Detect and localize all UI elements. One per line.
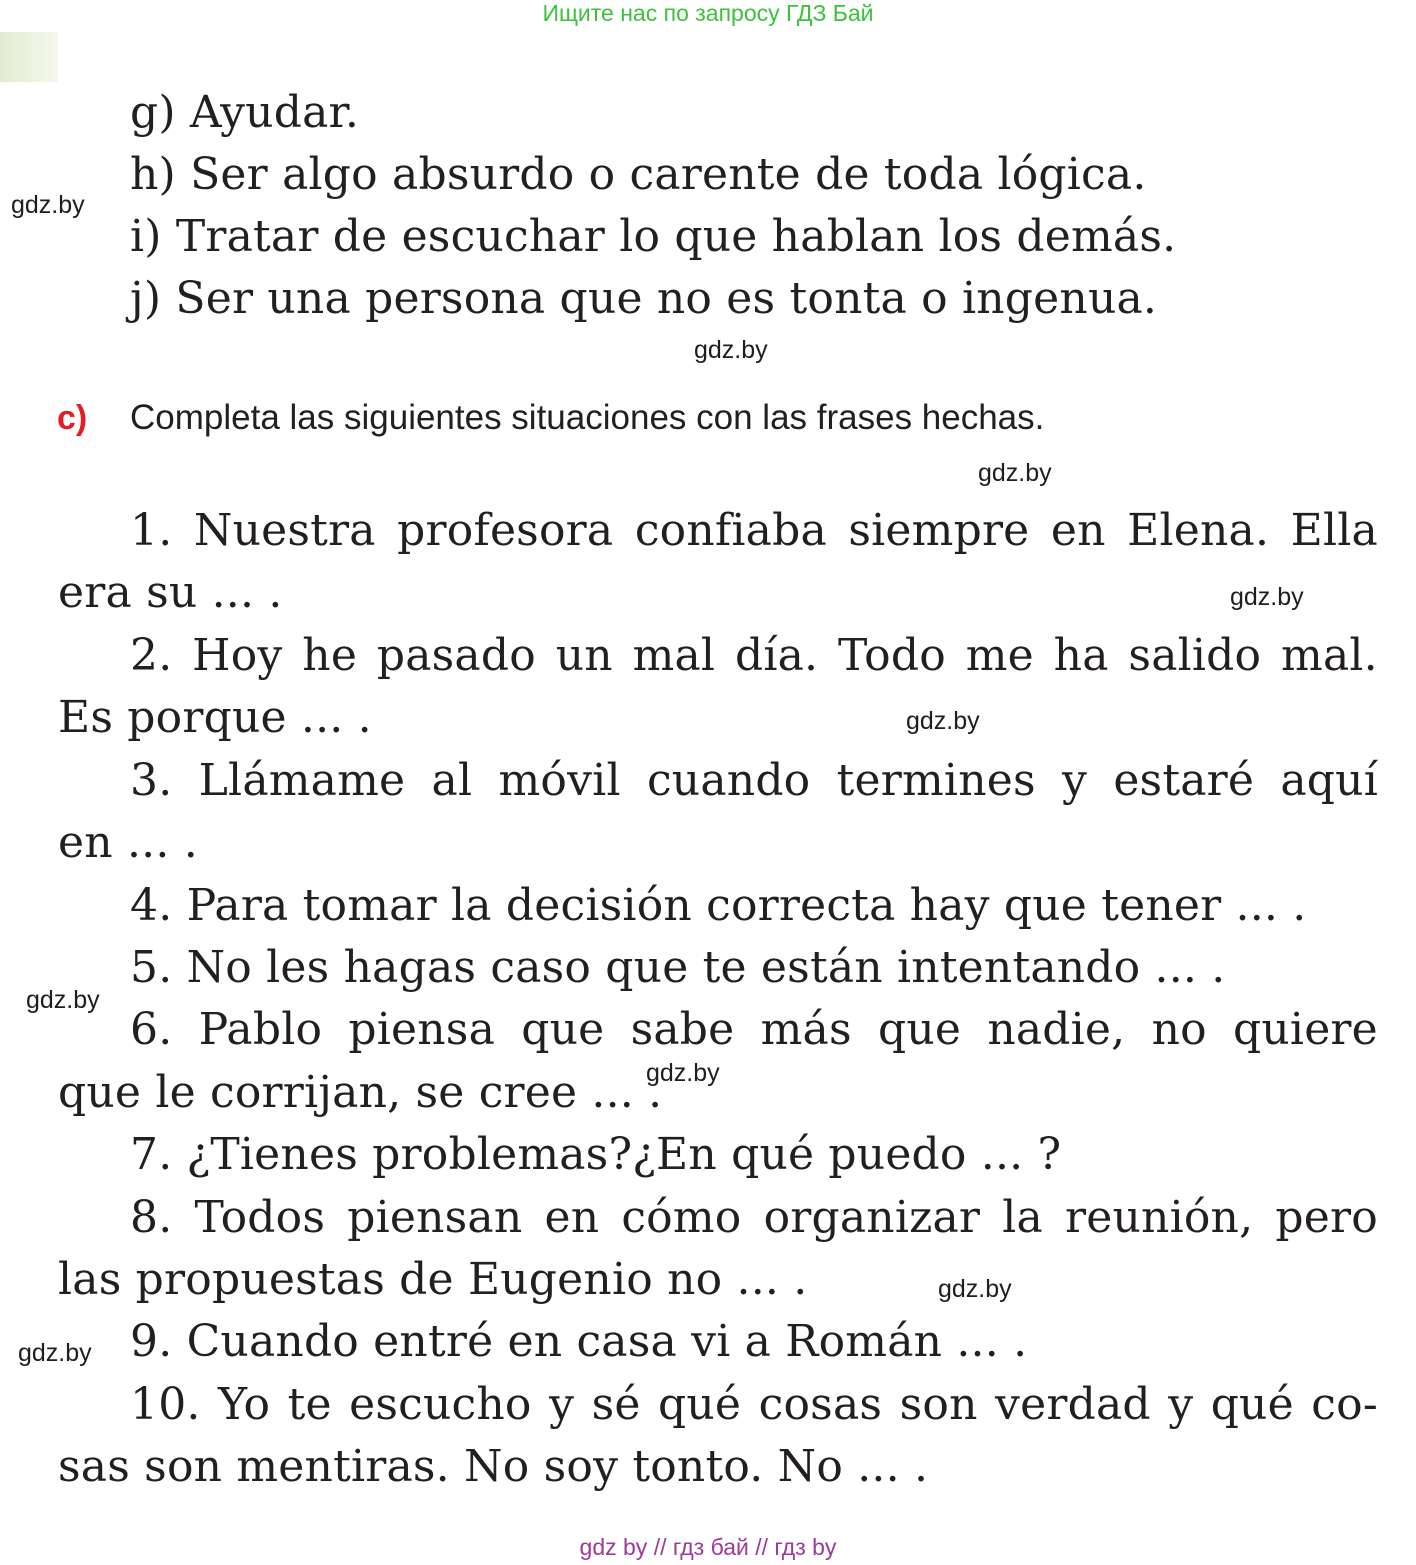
word: aquí [1280,755,1378,806]
word: que [521,1004,605,1055]
word: sabe [630,1004,735,1055]
definition-g: g) Ayudar. [130,87,360,138]
word: 2. [130,630,173,681]
word: día. [734,630,819,681]
word: nadie, [987,1004,1126,1055]
word: al [431,755,473,806]
word: organizar [763,1192,981,1243]
watermark: gdz.by [938,1275,1012,1303]
word: más [760,1004,852,1055]
word: pero [1275,1192,1378,1243]
word: Pablo [198,1004,323,1055]
word: Llámame [198,755,406,806]
word: quiere [1233,1004,1378,1055]
sentence-9: 9. Cuando entré en casa vi a Román ... . [130,1316,1028,1367]
footer: gdz by // гдз бай // гдз by [579,1534,837,1560]
word: piensan [347,1192,523,1243]
word: y [549,1379,575,1430]
word: y [1062,755,1088,806]
word: estaré [1113,755,1255,806]
word: que [877,1004,962,1055]
word: sé [591,1379,641,1430]
word: la [1002,1192,1043,1243]
watermark: gdz.by [646,1059,720,1087]
word: 6. [130,1004,173,1055]
task-instruction: Completa las siguientes situaciones con las frases hechas. [130,398,1045,437]
word: 8. [130,1192,173,1243]
definition-j: j) Ser una persona que no es tonta o ingenua. [130,273,1158,324]
word: no [1151,1004,1207,1055]
word: verdad [995,1379,1151,1430]
word: ha [1053,630,1109,681]
watermark: gdz.by [1230,583,1304,611]
top-banner: Ищите нас по запросу ГДЗ Бай [542,0,874,26]
word: 1. [130,505,173,556]
sentence-1-line-2: era su ... . [58,567,283,618]
word: un [555,630,613,681]
word: qué [658,1379,742,1430]
word: móvil [498,755,621,806]
word: 10. [130,1379,201,1430]
sentence-6-line-2: que le corrijan, se cree ... . [58,1067,663,1118]
sentence-10-line-2: sas son mentiras. No soy tonto. No ... . [58,1441,929,1492]
word: mal. [1281,630,1378,681]
word: Todo [838,630,946,681]
word: Hoy [192,630,283,681]
word: en [544,1192,600,1243]
watermark: gdz.by [11,191,85,219]
sentence-8-line-1 [130,1192,1378,1243]
word: Todos [194,1192,326,1243]
word: cómo [621,1192,742,1243]
word: confiaba [634,505,827,556]
definition-i: i) Tratar de escuchar lo que hablan los demás. [130,211,1177,262]
sentence-2-line-1 [130,630,1378,681]
watermark: gdz.by [26,986,100,1014]
word: he [302,630,358,681]
word: 3. [130,755,173,806]
word: escucho [349,1379,532,1430]
word: pasado [376,630,536,681]
word: co- [1311,1379,1378,1430]
watermark: gdz.by [906,707,980,735]
word: qué [1210,1379,1294,1430]
word: salido [1128,630,1262,681]
task-letter: c) [57,399,88,437]
sentence-7: 7. ¿Tienes problemas?¿En qué puedo ... ? [130,1129,1062,1180]
word: te [287,1379,332,1430]
word: me [965,630,1034,681]
sentence-3-line-1 [130,755,1378,806]
sentence-6-line-1 [130,1004,1378,1055]
watermark: gdz.by [694,336,768,364]
word: cuando [646,755,811,806]
word: siempre [848,505,1030,556]
word: profesora [397,505,614,556]
watermark: gdz.by [978,459,1052,487]
sentence-5: 5. No les hagas caso que te están intentando ... . [130,942,1226,993]
sentence-3-line-2: en ... . [58,817,198,868]
sentence-4: 4. Para tomar la decisión correcta hay que tener ... . [130,880,1307,931]
sentence-1-line-1 [130,505,1378,556]
word: piensa [348,1004,496,1055]
corner-tab [0,32,58,82]
word: reunión, [1065,1192,1254,1243]
word: son [899,1379,978,1430]
word: Nuestra [193,505,376,556]
sentence-10-line-1 [130,1379,1378,1430]
word: Elena. [1127,505,1270,556]
word: mal [632,630,716,681]
sentence-2-line-2: Es porque ... . [58,692,372,743]
word: y [1168,1379,1194,1430]
word: en [1050,505,1106,556]
sentence-8-line-2: las propuestas de Eugenio no ... . [58,1254,808,1305]
watermark: gdz.by [18,1339,92,1367]
word: Ella [1290,505,1378,556]
word: cosas [758,1379,883,1430]
word: Yo [218,1379,271,1430]
word: termines [836,755,1036,806]
definition-h: h) Ser algo absurdo o carente de toda lógica. [130,149,1147,200]
